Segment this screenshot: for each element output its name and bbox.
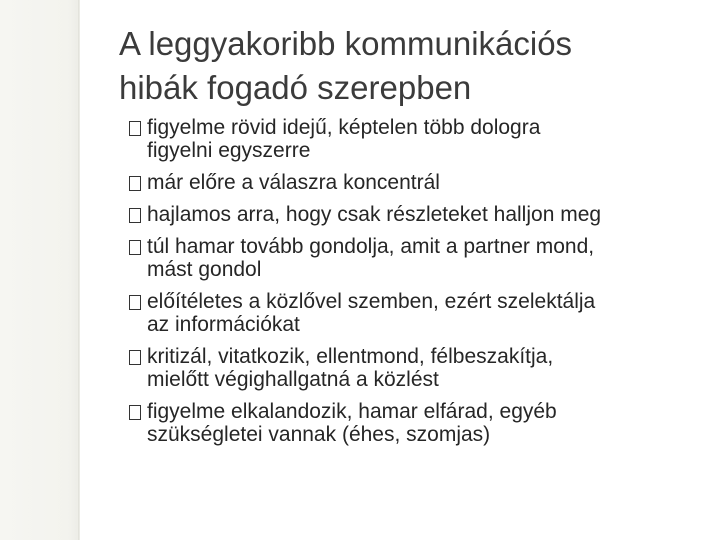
bullet-box-icon [129,176,141,191]
bullet-text-line: figyelme elkalandozik, hamar elfárad, egyéb [147,400,557,423]
bullet-item [129,116,709,162]
title-line-1: A leggyakoribb kommunikációs [119,25,573,62]
bullet-text-line: előítéletes a közlővel szemben, ezért szelektálja [147,290,596,313]
bullet-box-icon [129,405,141,420]
bullet-item [129,400,709,446]
bullet-list [129,116,709,455]
slide-title [119,22,699,110]
left-divider-line [78,0,79,540]
bullet-text-line: kritizál, vitatkozik, ellentmond, félbeszakítja, [147,345,554,368]
bullet-text-line: túl hamar tovább gondolja, amit a partner mond, [147,235,595,258]
bullet-text-line: figyelni egyszerre [147,139,311,162]
title-line-2: hibák fogadó szerepben [119,69,472,106]
bullet-item [129,345,709,391]
bullet-text-line: mást gondol [147,258,262,281]
bullet-item [129,235,709,281]
bullet-text-line: hajlamos arra, hogy csak részleteket halljon meg [147,203,602,226]
bullet-text-line: mielőtt végighallgatná a közlést [147,368,439,391]
bullet-box-icon [129,121,141,136]
left-decorative-band [0,0,80,540]
bullet-item [129,203,709,226]
bullet-box-icon [129,295,141,310]
bullet-box-icon [129,240,141,255]
bullet-box-icon [129,208,141,223]
bullet-text-line: az információkat [147,313,300,336]
bullet-text-line: már előre a válaszra koncentrál [147,171,440,194]
bullet-item [129,171,709,194]
bullet-text-line: szükségletei vannak (éhes, szomjas) [147,423,491,446]
bullet-item [129,290,709,336]
bullet-text-line: figyelme rövid idejű, képtelen több dologra [147,116,541,139]
bullet-box-icon [129,350,141,365]
